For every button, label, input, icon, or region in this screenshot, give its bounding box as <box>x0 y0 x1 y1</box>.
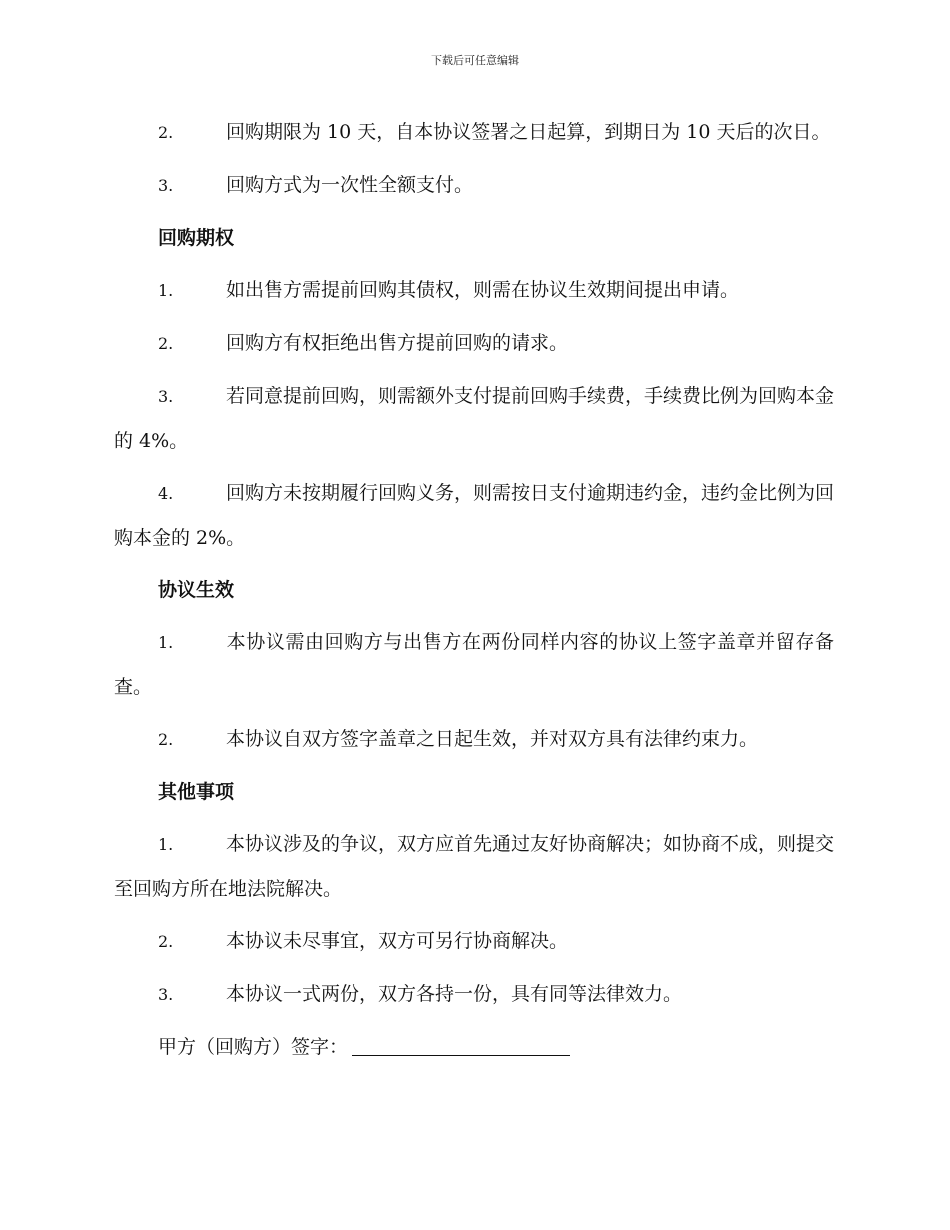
clause-option-4 <box>114 471 834 560</box>
clause-number: 1. <box>158 835 174 854</box>
clause-number: 3. <box>158 985 174 1004</box>
clause-term <box>114 110 834 155</box>
clause-number: 2. <box>158 334 174 353</box>
clause-effect-2 <box>114 717 834 762</box>
clause-option-2 <box>114 321 834 366</box>
clause-text: 回购方式为一次性全额支付。 <box>226 174 474 196</box>
section-heading-other: 其他事项 <box>158 781 235 803</box>
signature-line-party-a <box>114 1025 834 1069</box>
section-heading-effect: 协议生效 <box>158 579 235 601</box>
clause-text: 回购期限为 10 天，自本协议签署之日起算，到期日为 10 天后的次日。 <box>226 121 831 143</box>
clause-text: 回购方有权拒绝出售方提前回购的请求。 <box>226 332 569 354</box>
clause-option-1 <box>114 268 834 313</box>
clause-other-2 <box>114 919 834 964</box>
clause-number: 1. <box>158 281 174 300</box>
clause-other-3 <box>114 972 834 1017</box>
clause-method <box>114 163 834 208</box>
clause-text: 如出售方需提前回购其债权，则需在协议生效期间提出申请。 <box>226 279 740 301</box>
clause-number: 2. <box>158 123 174 142</box>
section-heading-option: 回购期权 <box>158 227 235 249</box>
signature-label: 甲方（回购方）签字： <box>158 1036 349 1058</box>
clause-text: 回购方未按期履行回购义务，则需按日支付逾期违约金，违约金比例为回购本金的 2%。 <box>114 482 835 549</box>
clause-text: 本协议一式两份，双方各持一份，具有同等法律效力。 <box>226 983 683 1005</box>
signature-blank[interactable] <box>352 1035 570 1056</box>
clause-text: 本协议未尽事宜，双方可另行协商解决。 <box>226 930 569 952</box>
clause-number: 4. <box>158 484 174 503</box>
clause-option-3 <box>114 374 834 463</box>
clause-other-1 <box>114 822 834 911</box>
clause-text: 若同意提前回购，则需额外支付提前回购手续费，手续费比例为回购本金的 4%。 <box>114 385 835 452</box>
clause-text: 本协议涉及的争议，双方应首先通过友好协商解决；如协商不成，则提交至回购方所在地法院解决。 <box>114 833 835 900</box>
clause-text: 本协议需由回购方与出售方在两份同样内容的协议上签字盖章并留存备查。 <box>114 631 834 698</box>
clause-number: 2. <box>158 730 174 749</box>
clause-text: 本协议自双方签字盖章之日起生效，并对双方具有法律约束力。 <box>226 728 759 750</box>
clause-number: 3. <box>158 387 174 406</box>
document-body <box>114 110 834 1069</box>
clause-number: 2. <box>158 932 174 951</box>
clause-number: 1. <box>158 633 174 652</box>
clause-number: 3. <box>158 176 174 195</box>
page-header: 下载后可任意编辑 <box>431 54 519 67</box>
clause-effect-1 <box>114 620 834 709</box>
